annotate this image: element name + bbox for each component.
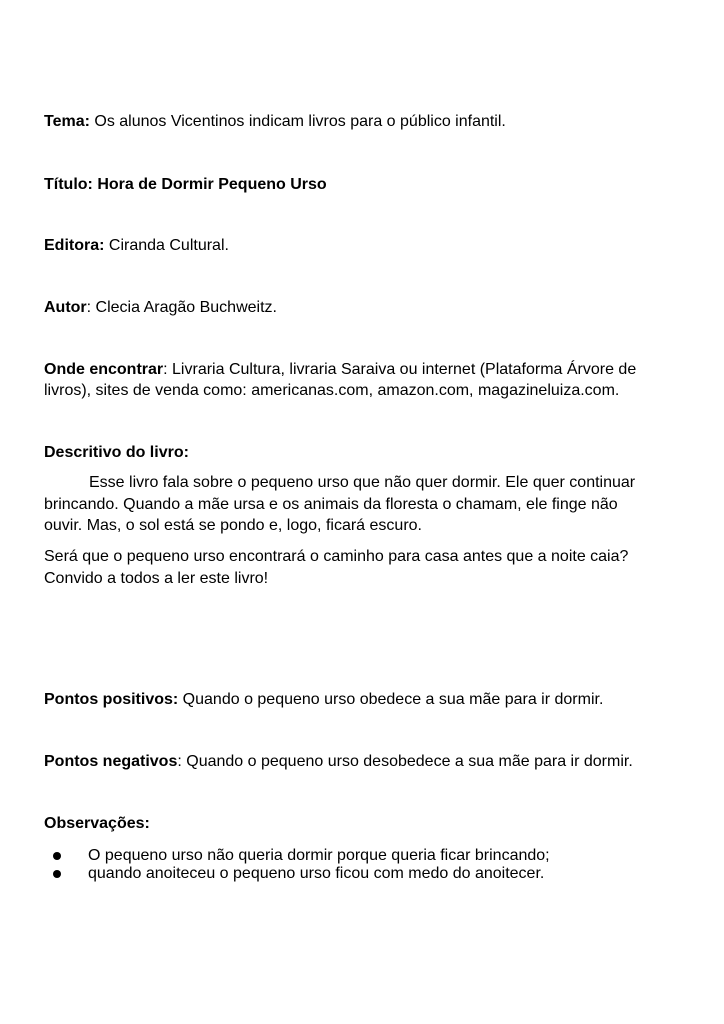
descritivo-p1-line-1: Esse livro fala sobre o pequeno urso que não quer dormir. Ele quer continuar <box>89 474 636 491</box>
observacoes-label: Observações: <box>44 815 150 832</box>
titulo-line: Título: Hora de Dormir Pequeno Urso <box>44 176 327 193</box>
descritivo-label: Descritivo do livro: <box>44 444 189 461</box>
descritivo-p2-line-2: Convido a todos a ler este livro! <box>44 570 269 587</box>
positivos-line <box>44 690 603 710</box>
onde-text-1: : Livraria Cultura, livraria Saraiva ou internet (Plataforma Árvore de <box>163 361 637 378</box>
tema-label: Tema: <box>44 113 90 130</box>
bullet-icon <box>53 852 61 860</box>
onde-line-1 <box>44 360 636 380</box>
editora-text: Ciranda Cultural. <box>104 237 229 254</box>
bullet-icon <box>53 870 61 878</box>
descritivo-p2-line-1: Será que o pequeno urso encontrará o caminho para casa antes que a noite caia? <box>44 548 629 565</box>
positivos-label: Pontos positivos: <box>44 691 179 708</box>
editora-label: Editora: <box>44 237 105 254</box>
list-item-text: O pequeno urso não queria dormir porque queria ficar brincando; <box>88 847 550 864</box>
descritivo-p1-line-3: ouvir. Mas, o sol está se pondo e, logo, ficará escuro. <box>44 517 422 534</box>
tema-text: Os alunos Vicentinos indicam livros para o público infantil. <box>89 113 506 130</box>
tema-line <box>44 112 506 132</box>
negativos-line <box>44 752 633 772</box>
onde-label: Onde encontrar <box>44 361 164 378</box>
onde-line-2: livros), sites de venda como: americanas.com, amazon.com, magazineluiza.com. <box>44 382 620 399</box>
editora-line <box>44 236 229 256</box>
autor-line <box>44 298 277 318</box>
list-item-text: quando anoiteceu o pequeno urso ficou com medo do anoitecer. <box>88 865 545 882</box>
negativos-text: : Quando o pequeno urso desobedece a sua mãe para ir dormir. <box>177 753 633 770</box>
positivos-text: Quando o pequeno urso obedece a sua mãe para ir dormir. <box>178 691 604 708</box>
autor-label: Autor <box>44 299 87 316</box>
descritivo-p1-line-2: brincando. Quando a mãe ursa e os animais da floresta o chamam, ele finge não <box>44 496 618 513</box>
autor-text: : Clecia Aragão Buchweitz. <box>86 299 277 316</box>
negativos-label: Pontos negativos <box>44 753 178 770</box>
